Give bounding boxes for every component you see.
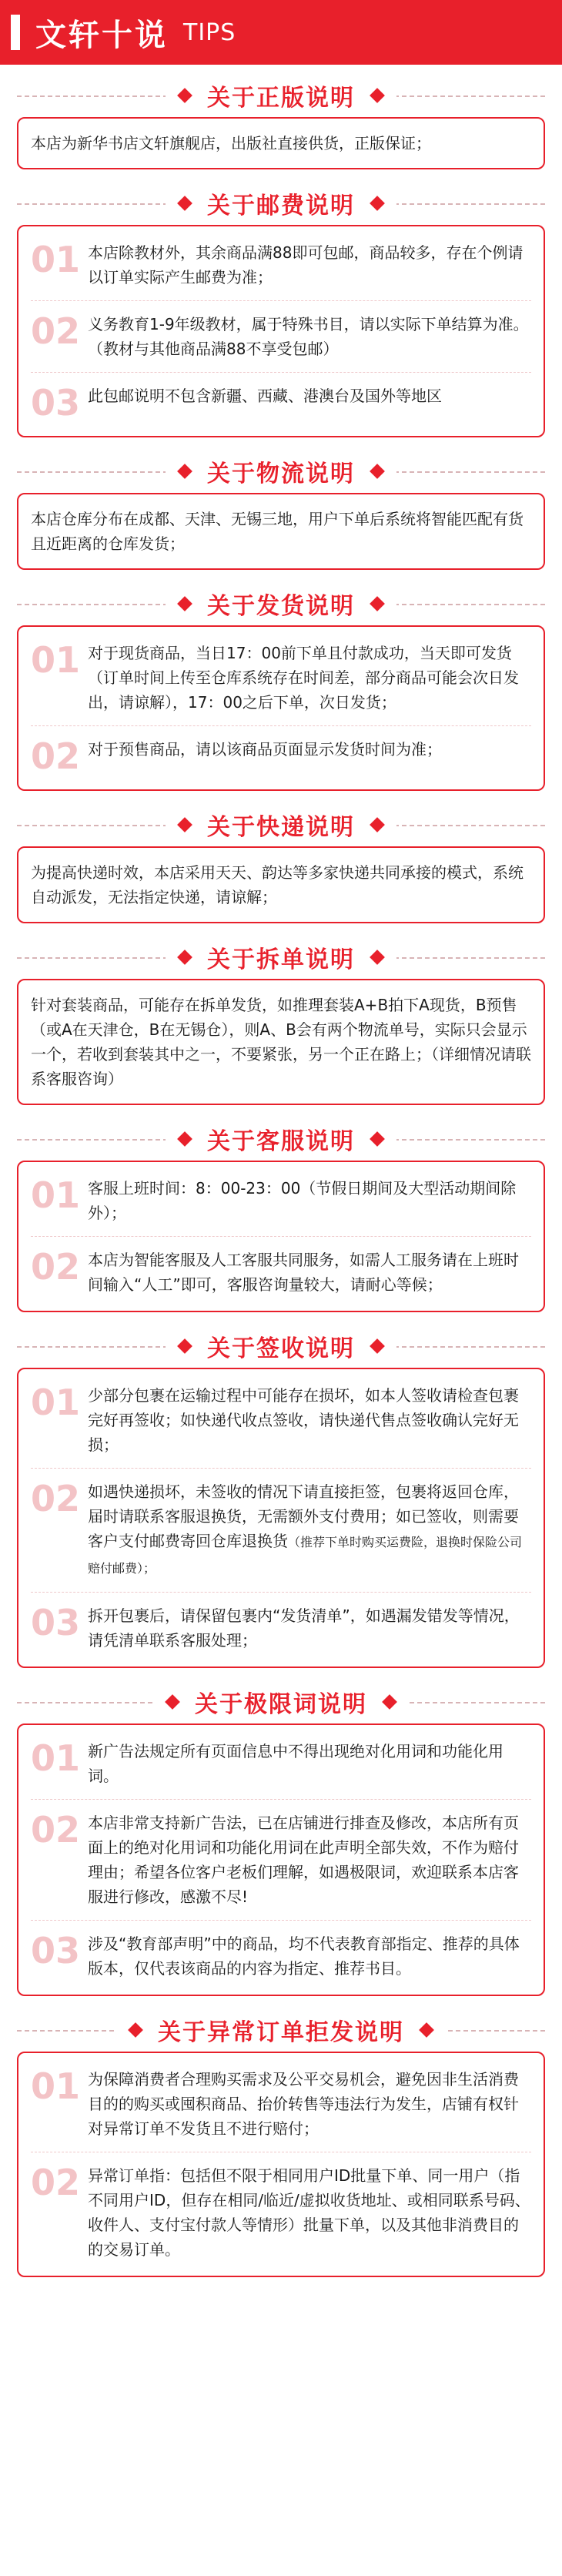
section-title-text: 关于签收说明 (207, 1335, 355, 1362)
list-item (31, 372, 531, 433)
section-title-text: 关于邮费说明 (207, 193, 355, 219)
item-number: 01 (31, 239, 81, 280)
item-note: （推荐下单时购买运费险，退换时保险公司赔付邮费）； (88, 1535, 523, 1576)
section (17, 450, 545, 570)
item-text: 少部分包裹在运输过程中可能存在损坏，如本人签收请检查包裹完好再签收；如快递代收点签收，请快递代售点签收确认完好无损； (88, 1386, 520, 1454)
section-title-inner (166, 587, 396, 621)
item-text: 新广告法规定所有页面信息中不得出现绝对化用词和功能化用词。 (88, 1742, 504, 1785)
section-box (17, 2052, 545, 2277)
section (17, 74, 545, 169)
diamond-icon (177, 596, 192, 611)
section-title-text: 关于拆单说明 (207, 946, 355, 973)
item-text: 此包邮说明不包含新疆、西藏、港澳台及国外等地区 (88, 387, 443, 405)
section-box (17, 1723, 545, 1996)
section-box (17, 117, 545, 169)
header-subtitle: TIPS (183, 18, 236, 46)
diamond-icon (370, 817, 385, 832)
item-number: 02 (31, 1246, 81, 1288)
item-text-wrap (88, 312, 531, 361)
diamond-icon (177, 464, 192, 479)
section-title (17, 74, 545, 117)
diamond-icon (370, 1338, 385, 1354)
section-title-text: 关于异常订单拒发说明 (158, 2019, 404, 2046)
item-number: 02 (31, 2162, 81, 2203)
item-text-wrap (88, 2067, 531, 2141)
section-title-inner (166, 808, 396, 842)
section-title-inner (166, 79, 396, 112)
item-text: 拆开包裹后，请保留包裹内“发货清单”，如遇漏发错发等情况，请凭清单联系客服处理； (88, 1606, 520, 1650)
item-number: 03 (31, 1930, 81, 1971)
item-number: 03 (31, 1602, 81, 1643)
list-item (31, 300, 531, 372)
diamond-icon (177, 1131, 192, 1147)
diamond-icon (370, 950, 385, 965)
list-item (31, 1236, 531, 1308)
list-item (31, 1728, 531, 1799)
item-text: 本店非常支持新广告法，已在店铺进行排查及修改，本店所有页面上的绝对化用词和功能化用词在此声明全部失效，不作为赔付理由；希望各位客户老板们理解，如遇极限词，欢迎联系本店客服进行修改，感激不尽! (88, 1814, 520, 1906)
list-item (31, 229, 531, 300)
item-text: 本店为智能客服及人工客服共同服务，如需人工服务请在上班时间输入“人工”即可，客服咨询量较大，请耐心等候； (88, 1251, 520, 1294)
item-text: 本店除教材外，其余商品满88即可包邮，商品较多，存在个例请以订单实际产生邮费为准； (88, 243, 524, 286)
diamond-icon (177, 196, 192, 211)
section-title-inner (166, 1329, 396, 1363)
item-number: 03 (31, 382, 81, 424)
section-title (17, 1117, 545, 1161)
diamond-icon (419, 2022, 434, 2038)
item-number: 01 (31, 639, 81, 681)
item-text-wrap (88, 2163, 531, 2262)
list-item (31, 2152, 531, 2273)
item-text-wrap (88, 1603, 531, 1653)
item-text: 涉及“教育部声明”中的商品，均不代表教育部指定、推荐的具体版本，仅代表该商品的内容为指定、推荐书目。 (88, 1935, 520, 1978)
section-title (17, 936, 545, 979)
section (17, 182, 545, 437)
item-number: 02 (31, 1809, 81, 1851)
diamond-icon (177, 950, 192, 965)
diamond-icon (177, 817, 192, 832)
diamond-icon (128, 2022, 143, 2038)
item-text: 对于预售商品，请以该商品页面显示发货时间为准； (88, 740, 443, 759)
item-text-wrap (88, 240, 531, 290)
section-text: 本店为新华书店文轩旗舰店，出版社直接供货，正版保证； (31, 134, 431, 152)
section (17, 2008, 545, 2277)
item-text-wrap (88, 1739, 531, 1788)
list-item (31, 1920, 531, 1991)
diamond-icon (370, 596, 385, 611)
section-title-text: 关于发货说明 (207, 593, 355, 620)
list-item (31, 1372, 531, 1468)
item-text-wrap (88, 737, 531, 762)
item-number: 01 (31, 1382, 81, 1423)
section-title-text: 关于物流说明 (207, 461, 355, 487)
list-item (31, 1468, 531, 1592)
section-title-text: 关于客服说明 (207, 1128, 355, 1155)
diamond-icon (370, 1131, 385, 1147)
item-text: 义务教育1-9年级教材，属于特殊书目，请以实际下单结算为准。（教材与其他商品满88不享受包邮） (88, 315, 529, 358)
list-item (31, 1165, 531, 1236)
section (17, 582, 545, 791)
section-text: 为提高快递时效，本店采用天天、韵达等多家快递共同承接的模式，系统自动派发，无法指定快递，请谅解； (31, 863, 524, 906)
diamond-icon (177, 88, 192, 103)
section (17, 1680, 545, 1996)
section (17, 1117, 545, 1312)
section-title (17, 582, 545, 625)
diamond-icon (382, 1694, 397, 1710)
item-number: 01 (31, 1737, 81, 1779)
item-number: 01 (31, 1174, 81, 1216)
item-number: 02 (31, 310, 81, 352)
item-number: 02 (31, 1478, 81, 1519)
header-title: 文轩十说 (35, 17, 168, 53)
section-title-inner (116, 2013, 446, 2047)
section-title (17, 182, 545, 225)
item-text: 对于现货商品，当日17：00前下单且付款成功，当天即可发货（订单时间上传至仓库系统存在时间差，部分商品可能会次日发出，请谅解），17：00之后下单，次日发货； (88, 644, 520, 712)
section-title-inner (166, 454, 396, 488)
section-title (17, 2008, 545, 2052)
header-accent-bar (11, 15, 20, 50)
section (17, 1325, 545, 1668)
item-number: 01 (31, 2065, 81, 2107)
header-banner (0, 0, 562, 65)
section-box (17, 493, 545, 570)
list-item (31, 2056, 531, 2152)
diamond-icon (370, 88, 385, 103)
item-text-wrap (88, 641, 531, 715)
section-box (17, 625, 545, 791)
section-title-text: 关于正版说明 (207, 85, 355, 112)
section-box (17, 1368, 545, 1668)
item-text: 异常订单指：包括但不限于相同用户ID批量下单、同一用户（指不同用户ID，但存在相同/临近/虚拟收货地址、或相同联系号码、收件人、支付宝付款人等情形）批量下单，以及其他非消费目的的交易订单。 (88, 2166, 530, 2259)
item-text: 为保障消费者合理购买需求及公平交易机会，避免因非生活消费目的的购买或囤积商品、抬价转售等违法行为发生，店铺有权针对异常订单不发货且不进行赔付； (88, 2070, 520, 2138)
section-title (17, 450, 545, 493)
item-text-wrap (88, 1931, 531, 1981)
section-box (17, 979, 545, 1105)
diamond-icon (370, 464, 385, 479)
section-title (17, 803, 545, 846)
section-text: 本店仓库分布在成都、天津、无锡三地，用户下单后系统将智能匹配有货且近距离的仓库发货； (31, 510, 524, 553)
list-item (31, 630, 531, 725)
diamond-icon (177, 1338, 192, 1354)
item-text: 如遇快递损坏，未签收的情况下请直接拒签，包裹将返回仓库，届时请联系客服退换货，无需额外支付费用；如已签收，则需要客户支付邮费寄回仓库退换货 (88, 1482, 520, 1550)
section (17, 936, 545, 1105)
section-box (17, 846, 545, 923)
section-title-text: 关于快递说明 (207, 814, 355, 841)
tips-content (0, 65, 562, 2277)
section-title-inner (166, 940, 396, 974)
section (17, 803, 545, 923)
list-item (31, 725, 531, 786)
section-title (17, 1325, 545, 1368)
section-box (17, 1161, 545, 1312)
item-text-wrap (88, 1811, 531, 1909)
item-text-wrap (88, 1479, 531, 1581)
diamond-icon (370, 196, 385, 211)
list-item (31, 1799, 531, 1920)
diamond-icon (165, 1694, 180, 1710)
section-box (17, 225, 545, 437)
section-title-inner (153, 1685, 409, 1719)
item-text-wrap (88, 1248, 531, 1297)
list-item (31, 1592, 531, 1663)
item-text-wrap (88, 1176, 531, 1225)
item-text: 客服上班时间：8：00-23：00（节假日期间及大型活动期间除外）； (88, 1179, 517, 1222)
section-title (17, 1680, 545, 1723)
section-title-text: 关于极限词说明 (195, 1691, 367, 1718)
item-number: 02 (31, 735, 81, 777)
item-text-wrap (88, 384, 531, 408)
section-text: 针对套装商品，可能存在拆单发货，如推理套装A+B拍下A现货，B预售（或A在天津仓，B在无锡仓），则A、B会有两个物流单号，实际只会显示一个，若收到套装其中之一，不要紧张，另一个正在路上；（详细情况请联系客服咨询） (31, 996, 531, 1088)
section-title-inner (166, 186, 396, 220)
item-text-wrap (88, 1383, 531, 1457)
section-title-inner (166, 1122, 396, 1156)
